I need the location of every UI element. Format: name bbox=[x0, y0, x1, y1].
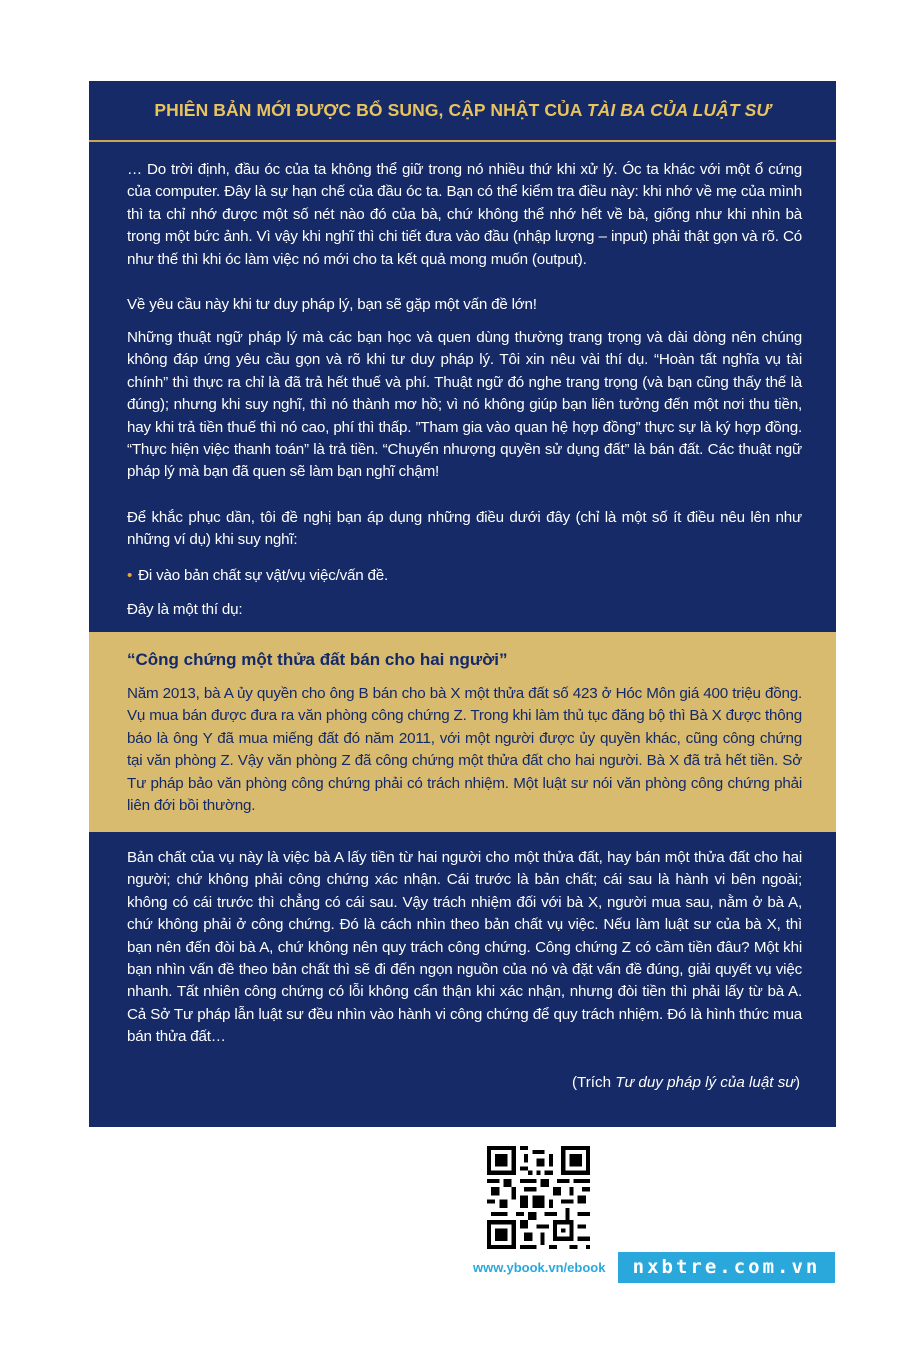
example-title: “Công chứng một thửa đất bán cho hai người” bbox=[127, 650, 508, 669]
qr-code-icon[interactable] bbox=[487, 1146, 590, 1249]
example-text: Năm 2013, bà A ủy quyền cho ông B bán cho bà X một thửa đất số 423 ở Hóc Môn giá 400 triệu đồng. Vụ mua bán được đưa ra văn phòng công chứng Z. Trong khi làm thủ tục đăng bộ thì Bà X được thông báo là ông Y đã mua miếng đất đó năm 2011, với một người được ủy quyền khác, cũng công chứng tại văn phòng Z. Vậy văn phòng Z đã công chứng một thửa đất cho hai người. Bà X đã trả hết tiền. Sở Tư pháp bảo văn phòng công chứng phải có trách nhiệm. Một luật sư nói văn phòng công chứng phải liên đới bồi thường. bbox=[127, 685, 802, 815]
bullet-item bbox=[127, 565, 802, 587]
headline-book-title: TÀI BA CỦA LUẬT SƯ bbox=[586, 100, 771, 120]
headline-divider bbox=[89, 140, 836, 142]
paragraph-5: Đây là một thí dụ: bbox=[127, 601, 243, 618]
citation bbox=[572, 1074, 800, 1091]
bullet-text: Đi vào bản chất sự vật/vụ việc/vấn đề. bbox=[138, 567, 389, 584]
paragraph-3: Những thuật ngữ pháp lý mà các bạn học và quen dùng thường trang trọng và dài dòng nên chúng không đáp ứng yêu cầu gọn và rõ khi tư duy pháp lý. Tôi xin nêu vài thí dụ. “Hoàn tất nghĩa vụ tài chính” thì thực ra chỉ là đã trả hết thuế và phí. Thuật ngữ đó nghe trang trọng (và bạn cũng thấy thế là đúng); nhưng khi suy nghĩ, thì nó thành mơ hồ; vì nó không giúp bạn liên tưởng đến một nơi thu tiền, hay khi trả tiền thuế thì nó cao, phí thì thấp. ”Tham gia vào quan hệ hợp đồng” thực sự là ký hợp đồng. “Thực hiện việc thanh toán” là trả tiền. “Chuyển nhượng quyền sử dụng đất” là bán đất. Các thuật ngữ pháp lý mà bạn đã quen sẽ làm bạn nghĩ chậm! bbox=[127, 329, 802, 481]
conclusion-paragraph: Bản chất của vụ này là việc bà A lấy tiền từ hai người cho một thửa đất, hay bán một thửa đất cho hai người; chứ không phải công chứng xác nhận. Cái trước là bản chất; cái sau là hành vi bên ngoài; không có cái trước thì chẳng có cái sau. Vậy trách nhiệm đối với bà X, người mua sau, nằm ở bà A, chứ không phải ở công chứng. Đó là cách nhìn theo bản chất vụ việc. Nếu làm luật sư của bà X, thì bạn nên đến đòi bà A, chứ không nên quy trách công chứng. Công chứng Z có cầm tiền đâu? Một khi bạn nhìn vấn đề theo bản chất thì sẽ đi đến ngọn nguồn của nó và đặt vấn đề đúng, giải quyết vụ việc nhanh. Tất nhiên công chứng có lỗi không cẩn thận khi xác nhận, nhưng đòi tiền thì phải lấy từ bà A. Cả Sở Tư pháp lẫn luật sư đều nhìn vào hành vi công chứng để quy trách nhiệm. Đó là hình thức mua bán thửa đất… bbox=[127, 849, 802, 1046]
back-cover-panel bbox=[89, 81, 836, 1127]
publisher-link[interactable]: nxbtre.com.vn bbox=[618, 1252, 835, 1283]
bullet-dot-icon: • bbox=[127, 567, 133, 584]
citation-suffix: ) bbox=[794, 1074, 800, 1091]
citation-prefix: (Trích bbox=[571, 1074, 616, 1091]
headline-lead: PHIÊN BẢN MỚI ĐƯỢC BỔ SUNG, CẬP NHẬT CỦA bbox=[154, 100, 587, 120]
paragraph-2: Về yêu cầu này khi tư duy pháp lý, bạn sẽ gặp một vấn đề lớn! bbox=[127, 296, 537, 313]
ebook-link[interactable]: www.ybook.vn/ebook bbox=[473, 1260, 606, 1275]
citation-title: Tư duy pháp lý của luật sư bbox=[615, 1074, 795, 1091]
paragraph-4: Để khắc phục dần, tôi đề nghị bạn áp dụng những điều dưới đây (chỉ là một số ít điều nêu lên như những ví dụ) khi suy nghĩ: bbox=[127, 509, 802, 549]
paragraph-1: … Do trời định, đầu óc của ta không thể giữ trong nó nhiều thứ khi xử lý. Óc ta khác với một ổ cứng của computer. Đây là sự hạn chế của đầu óc ta. Bạn có thể kiểm tra điều này: khi nhớ về mẹ của mình thì ta chỉ nhớ được một số nét nào đó của bà, chứ không thể nhớ hết về bà, giống như khi nhìn bà trong một bức ảnh. Vì vậy khi nghĩ thì chi tiết đưa vào đầu (nhập lượng – input) phải thật gọn và rõ. Có như thế thì khi óc làm việc nó mới cho ta kết quả mong muốn (output). bbox=[127, 161, 802, 268]
headline bbox=[89, 100, 836, 121]
example-box bbox=[89, 632, 836, 832]
